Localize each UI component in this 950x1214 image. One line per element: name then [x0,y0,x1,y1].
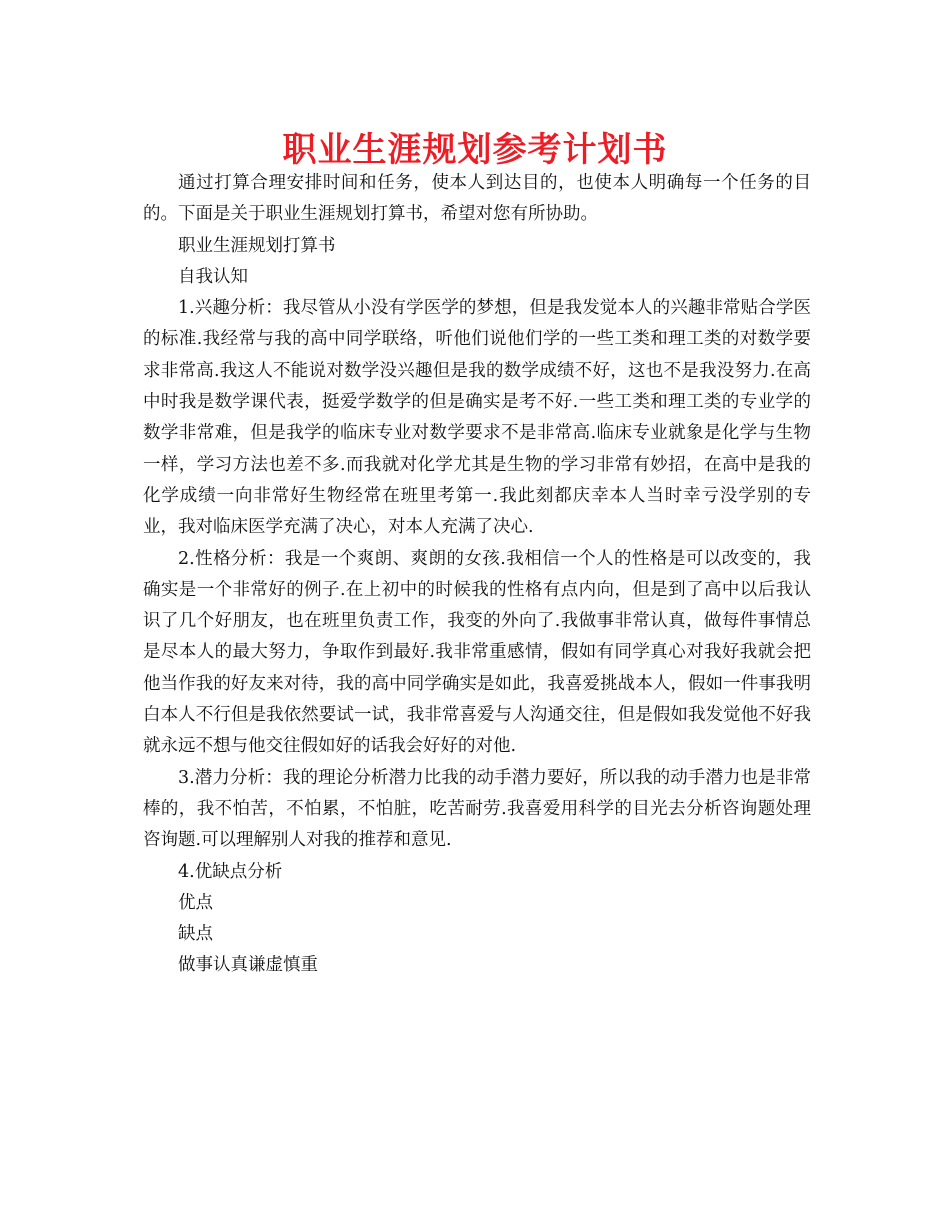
paragraph-interest-analysis: 1.兴趣分析：我尽管从小没有学医学的梦想，但是我发觉本人的兴趣非常贴合学医的标准.我经常与我的高中同学联络，听他们说他们学的一些工类和理工类的对数学要求非常高.我这人不能说对数学没兴趣但是我的数学成绩不好，这也不是我没努力.在高中时我是数学课代表，挺爱学数学的但是确实是考不好.一些工类和理工类的专业学的数学非常难，但是我学的临床专业对数学要求不是非常高.临床专业就象是化学与生物一样，学习方法也差不多.而我就对化学尤其是生物的学习非常有妙招，在高中是我的化学成绩一向非常好生物经常在班里考第一.我此刻都庆幸本人当时幸亏没学别的专业，我对临床医学充满了决心，对本人充满了决心. [143,298,811,538]
paragraph-potential-analysis: 3.潜力分析：我的理论分析潜力比我的动手潜力要好，所以我的动手潜力也是非常棒的，我不怕苦，不怕累，不怕脏，吃苦耐劳.我喜爱用科学的目光去分析咨询题处理咨询题.可以理解别人对我的推荐和意见. [143,767,811,851]
section-heading-strengths-weaknesses: 4.优缺点分析 [178,861,283,882]
document-body [143,168,811,982]
section-heading-plan: 职业生涯规划打算书 [178,235,336,256]
paragraph-personality-analysis: 2.性格分析：我是一个爽朗、爽朗的女孩.我相信一个人的性格是可以改变的，我确实是一个非常好的例子.在上初中的时候我的性格有点内向，但是到了高中以后我认识了几个好朋友，也在班里负责工作，我变的外向了.我做事非常认真，做每件事情总是尽本人的最大努力，争取作到最好.我非常重感情，假如有同学真心对我好我就会把他当作我的好友来对待，我的高中同学确实是如此，我喜爱挑战本人，假如一件事我明白本人不行但是我依然要试一试，我非常喜爱与人沟通交往，但是假如我发觉他不好我就永远不想与他交往假如好的话我会好好的对他. [143,548,811,757]
intro-paragraph: 通过打算合理安排时间和任务，使本人到达目的，也使本人明确每一个任务的目的。下面是关于职业生涯规划打算书，希望对您有所协助。 [143,173,811,225]
label-weaknesses: 缺点 [178,924,213,945]
document-title: 职业生涯规划参考计划书 [282,130,668,170]
section-heading-self-awareness: 自我认知 [178,266,248,287]
strength-item: 做事认真谦虚慎重 [178,955,318,976]
label-strengths: 优点 [178,892,213,913]
